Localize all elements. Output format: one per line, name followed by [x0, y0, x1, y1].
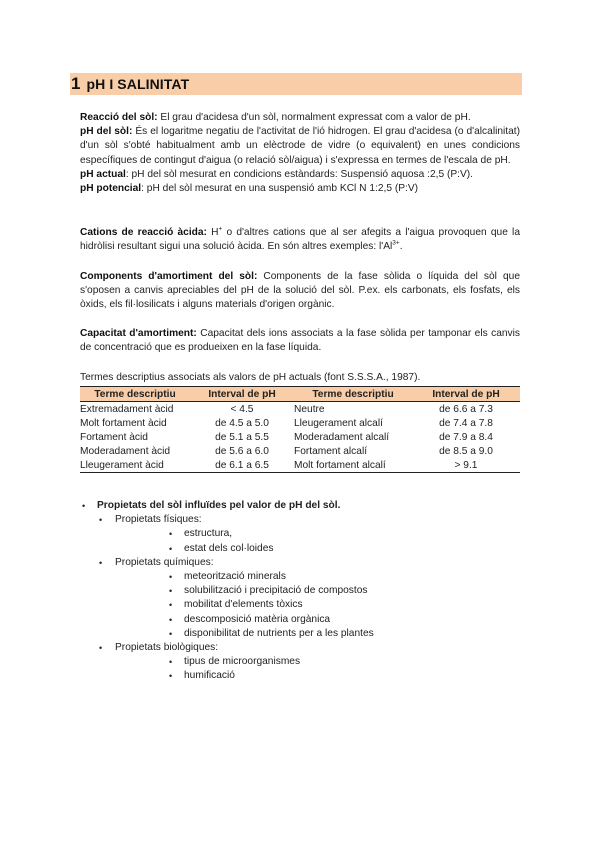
components-term: Components d'amortiment del sòl:: [80, 271, 258, 282]
ph-terms-table: [80, 386, 520, 473]
table-cell: Fortament àcid: [80, 431, 148, 443]
list-item-text: estructura,: [184, 528, 233, 540]
table-cell: Molt fortament alcalí: [294, 458, 412, 473]
table-cell: Extremadament àcid: [80, 403, 174, 415]
definition-term: pH del sòl:: [80, 126, 133, 138]
list-item-text: mobilitat d'elements tòxics: [184, 599, 303, 611]
table-cell: Lleugerament àcid: [80, 458, 190, 473]
components-paragraph: [80, 270, 520, 313]
definitions-block: [80, 111, 520, 196]
bullet-icon: •: [169, 586, 173, 597]
bullet-icon: •: [169, 571, 173, 582]
column-header: Interval de pH: [412, 387, 520, 402]
list-item-text: disponibilitat de nutrients per a les plantes: [184, 627, 374, 639]
table-cell: < 4.5: [230, 403, 254, 415]
cations-paragraph: [80, 226, 520, 254]
bullet-icon: •: [82, 501, 86, 511]
properties-title-row: [80, 499, 520, 513]
group-label-row: [80, 513, 520, 527]
properties-title: Propietats del sòl influïdes pel valor de pH del sòl.: [97, 500, 341, 511]
group-label: Propietats biològiques:: [115, 641, 219, 653]
definition-term: pH potencial: [80, 183, 142, 195]
table-cell: de 7.4 a 7.8: [439, 417, 493, 429]
definition-ph-sol: [80, 125, 520, 168]
bullet-icon: •: [169, 614, 173, 625]
table-cell: Moderadament alcalí: [294, 431, 390, 443]
list-item-text: descomposició matèria orgànica: [184, 613, 331, 625]
capacity-paragraph: [80, 327, 520, 355]
list-item: [80, 598, 520, 612]
table-cell: Neutre: [294, 403, 325, 415]
table-cell: Fortament alcalí: [294, 445, 368, 457]
bullet-icon: •: [169, 671, 173, 682]
table-row: [80, 444, 520, 458]
list-item: [80, 584, 520, 598]
column-header: Terme descriptiu: [80, 387, 190, 402]
table-header-row: [80, 387, 520, 402]
bullet-icon: •: [99, 557, 103, 568]
group-label-row: [80, 641, 520, 655]
list-item: [80, 627, 520, 641]
bullet-icon: •: [169, 600, 173, 611]
table-row: [80, 430, 520, 444]
definition-text: : pH del sòl mesurat en condicions estàndards: Suspensió aquosa :2,5 (P:V).: [125, 168, 473, 180]
table-cell: de 8.5 a 9.0: [439, 445, 493, 457]
table-cell: de 6.1 a 6.5: [190, 458, 294, 473]
cations-text: H: [206, 227, 219, 238]
group-label: Propietats químiques:: [115, 556, 214, 568]
list-item-text: estat dels col·loides: [184, 542, 274, 554]
column-header: Terme descriptiu: [294, 387, 412, 402]
list-item-text: tipus de microorganismes: [184, 656, 301, 668]
superscript: +: [218, 225, 223, 233]
cations-text: o d'altres cations que al ser afegits a l'aigua provoquen que la hidròlisi resultant sigui una solució àcida. En són altres exemples: l'Al: [80, 227, 520, 253]
bullet-icon: •: [169, 529, 173, 540]
bullet-icon: •: [169, 543, 173, 554]
definition-reaccio: [80, 111, 520, 125]
column-header: Interval de pH: [190, 387, 294, 402]
table-cell: Moderadament àcid: [80, 445, 171, 457]
list-item-text: solubilització i precipitació de compostos: [184, 585, 368, 597]
bullet-icon: •: [169, 628, 173, 639]
capacity-text: Capacitat dels ions associats a la fase sòlida per tamponar els canvis de concentració que es produeixen en la fase líquida.: [80, 328, 521, 354]
capacity-term: Capacitat d'amortiment:: [80, 328, 197, 339]
definition-ph-potencial: [80, 182, 520, 196]
section-heading: [70, 73, 522, 95]
cations-term: Cations de reacció àcida:: [80, 227, 207, 238]
table-row: [80, 402, 520, 417]
definition-term: pH actual: [80, 168, 126, 180]
properties-list: [80, 499, 520, 683]
group-label: Propietats físiques:: [115, 514, 202, 526]
table-cell: Lleugerament alcalí: [294, 417, 383, 429]
list-item-text: humificació: [184, 670, 235, 682]
table-cell: de 6.6 a 7.3: [439, 403, 493, 415]
list-item: [80, 527, 520, 541]
table-cell: de 7.9 a 8.4: [439, 431, 493, 443]
table-cell: de 5.1 a 5.5: [215, 431, 269, 443]
section-number: 1: [71, 74, 81, 93]
definition-text: El grau d'acidesa d'un sòl, normalment expressat com a valor de pH.: [157, 112, 471, 123]
section-title: pH I SALINITAT: [86, 76, 190, 92]
definition-ph-actual: [80, 168, 520, 182]
table-row: [80, 458, 520, 473]
bullet-icon: •: [99, 515, 103, 526]
bullet-icon: •: [99, 642, 103, 653]
table-caption: Termes descriptius associats als valors de pH actuals (font S.S.S.A., 1987).: [80, 372, 421, 383]
group-label-row: [80, 556, 520, 570]
table-cell: de 4.5 a 5.0: [215, 417, 269, 429]
table-cell: de 5.6 a 6.0: [215, 445, 269, 457]
bullet-icon: •: [169, 657, 173, 668]
list-item: [80, 570, 520, 584]
cations-text: .: [399, 241, 403, 253]
list-item: [80, 669, 520, 683]
superscript: 3+: [392, 239, 400, 247]
table-cell: > 9.1: [412, 458, 520, 473]
definition-term: Reacció del sòl:: [80, 112, 158, 123]
list-item: [80, 542, 520, 556]
list-item-text: meteorització minerals: [184, 570, 286, 582]
definition-text: És el logaritme negatiu de l'activitat de l'ió hidrogen. El grau d'acidesa (o d'alcalinitat) d'un sòl s'obté habitualment amb un elèctrode de vidre (o equivalent) en unes condicions específiques de contingut d'aigua (o relació sòl/aigua) i s'expressa en termes de l'escala de pH.: [80, 126, 520, 166]
table-row: [80, 416, 520, 430]
table-cell: Molt fortament àcid: [80, 417, 167, 429]
components-text: Components de la fase sòlida o líquida del sòl que s'oposen a canvis apreciables del pH de la solució del sòl. P.ex. els carbonats, els fosfats, els òxids, els fil·losilicats i alguns materials d'origen orgànic.: [80, 271, 520, 311]
definition-text: : pH del sòl mesurat en una suspensió amb KCl N 1:2,5 (P:V): [141, 183, 419, 195]
list-item: [80, 655, 520, 669]
list-item: [80, 613, 520, 627]
